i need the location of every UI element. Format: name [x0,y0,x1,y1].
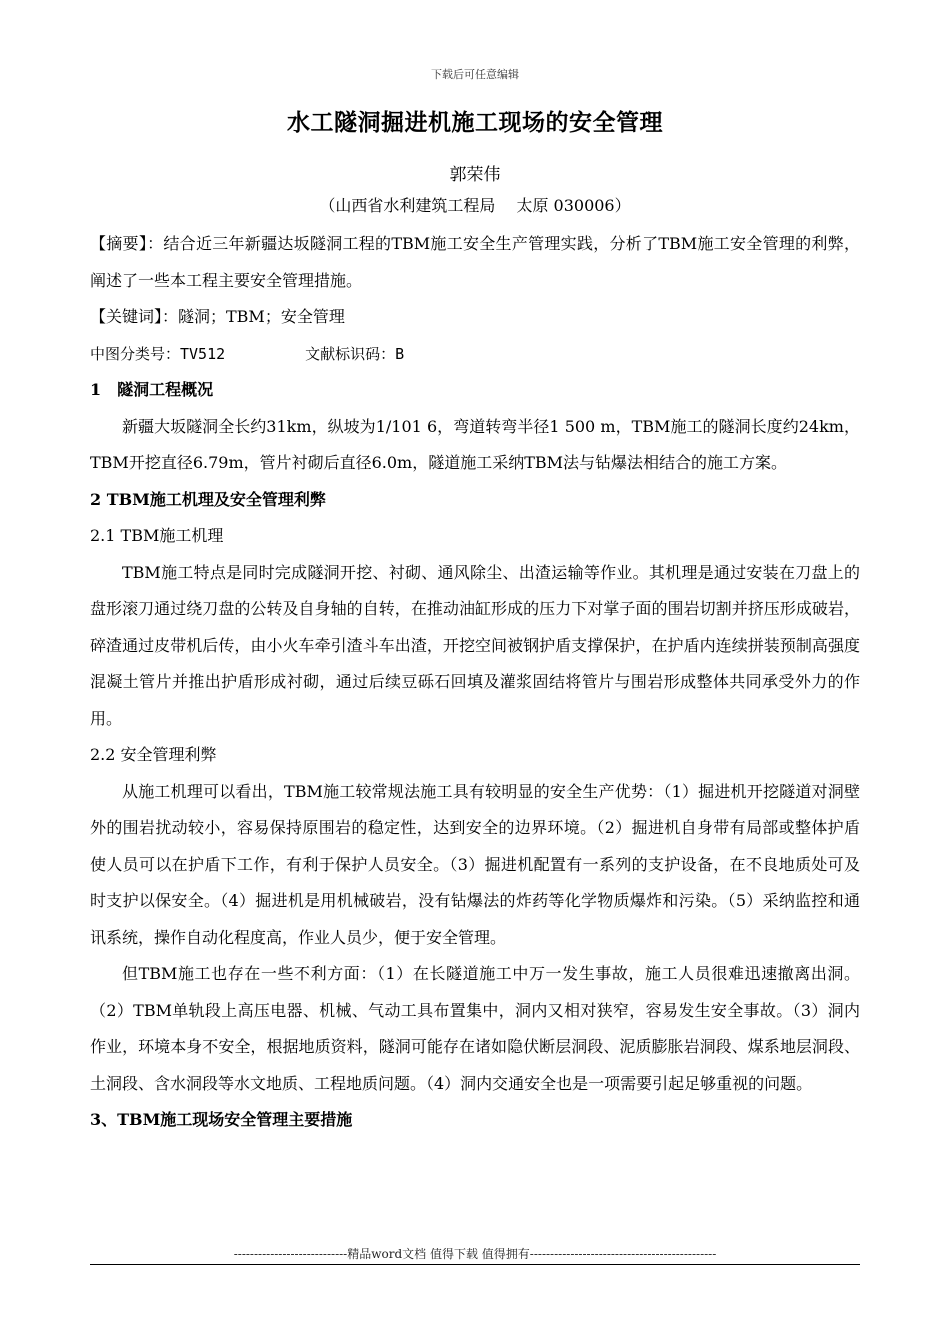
section-2-1-heading: 2.1 TBM施工机理 [90,526,224,545]
section-2-1-paragraph: TBM施工特点是同时完成隧洞开挖、衬砌、通风除尘、出渣运输等作业。其机理是通过安装在刀盘上的盘形滚刀通过绕刀盘的公转及自身轴的自转，在推动油缸形成的压力下对掌子面的围岩切割并挤压形成破岩，碎渣通过皮带机后传，由小火车牵引渣斗车出渣，开挖空间被钢护盾支撑保护，在护盾内连续拼装预制高强度混凝土管片并推出护盾形成衬砌，通过后续豆砾石回填及灌浆固结将管片与围岩形成整体共同承受外力的作用。 [90,562,860,728]
keywords-line: 【关键词】：隧洞；TBM；安全管理 [90,307,345,326]
document-title: 水工隧洞掘进机施工现场的安全管理 [287,109,663,136]
footer-divider [90,1264,860,1265]
section-1-paragraph: 新疆大坂隧洞全长约31km，纵坡为1/101 6，弯道转弯半径1 500 m，TBM施工的隧洞长度约24km，TBM开挖直径6.79m，管片衬砌后直径6.0m，隧道施工采纳TBM法与钻爆法相结合的施工方案。 [90,416,860,472]
section-1-heading: 1 隧洞工程概况 [90,380,214,399]
author-name: 郭荣伟 [449,165,501,185]
section-2-2-heading: 2.2 安全管理利弊 [90,745,217,764]
section-2-2-paragraph-1: 从施工机理可以看出，TBM施工较常规法施工具有较明显的安全生产优势：（1）掘进机开挖隧道对洞壁外的围岩扰动较小，容易保持原围岩的稳定性，达到安全的边界环境。（2）掘进机自身带有局部或整体护盾使人员可以在护盾下工作，有利于保护人员安全。（3）掘进机配置有一系列的支护设备，在不良地质处可及时支护以保安全。（4）掘进机是用机械破岩，没有钻爆法的炸药等化学物质爆炸和污染。（5）采纳监控和通讯系统，操作自动化程度高，作业人员少，便于安全管理。 [90,781,860,947]
section-3-heading: 3、TBM施工现场安全管理主要措施 [90,1110,353,1129]
classification-line [90,336,860,373]
section-2-heading: 2 TBM施工机理及安全管理利弊 [90,489,326,509]
section-2-2-paragraph-2: 但TBM施工也存在一些不利方面：（1）在长隧道施工中万一发生事故，施工人员很难迅速撤离出洞。（2）TBM单轨段上高压电器、机械、气动工具布置集中，洞内又相对狭窄，容易发生安全事故。（3）洞内作业，环境本身不安全，根据地质资料，隧洞可能存在诸如隐伏断层洞段、泥质膨胀岩洞段、煤系地层洞段、土洞段、含水洞段等水文地质、工程地质问题。（4）洞内交通安全也是一项需要引起足够重视的问题。 [90,964,860,1093]
document-body [90,226,860,1139]
header-note: 下载后可任意编辑 [431,68,519,81]
document-code: 文献标识码：B [305,344,405,363]
footer-note: ----------------------------精品word文档 值得下载 值得拥有---------------------------------------------- [233,1247,717,1261]
clc-code: 中图分类号：TV512 [90,344,226,363]
author-affiliation: （山西省水利建筑工程局 太原 030006） [319,196,631,215]
abstract-paragraph: 【摘要】：结合近三年新疆达坂隧洞工程的TBM施工安全生产管理实践，分析了TBM施工安全管理的利弊，阐述了一些本工程主要安全管理措施。 [90,234,860,290]
